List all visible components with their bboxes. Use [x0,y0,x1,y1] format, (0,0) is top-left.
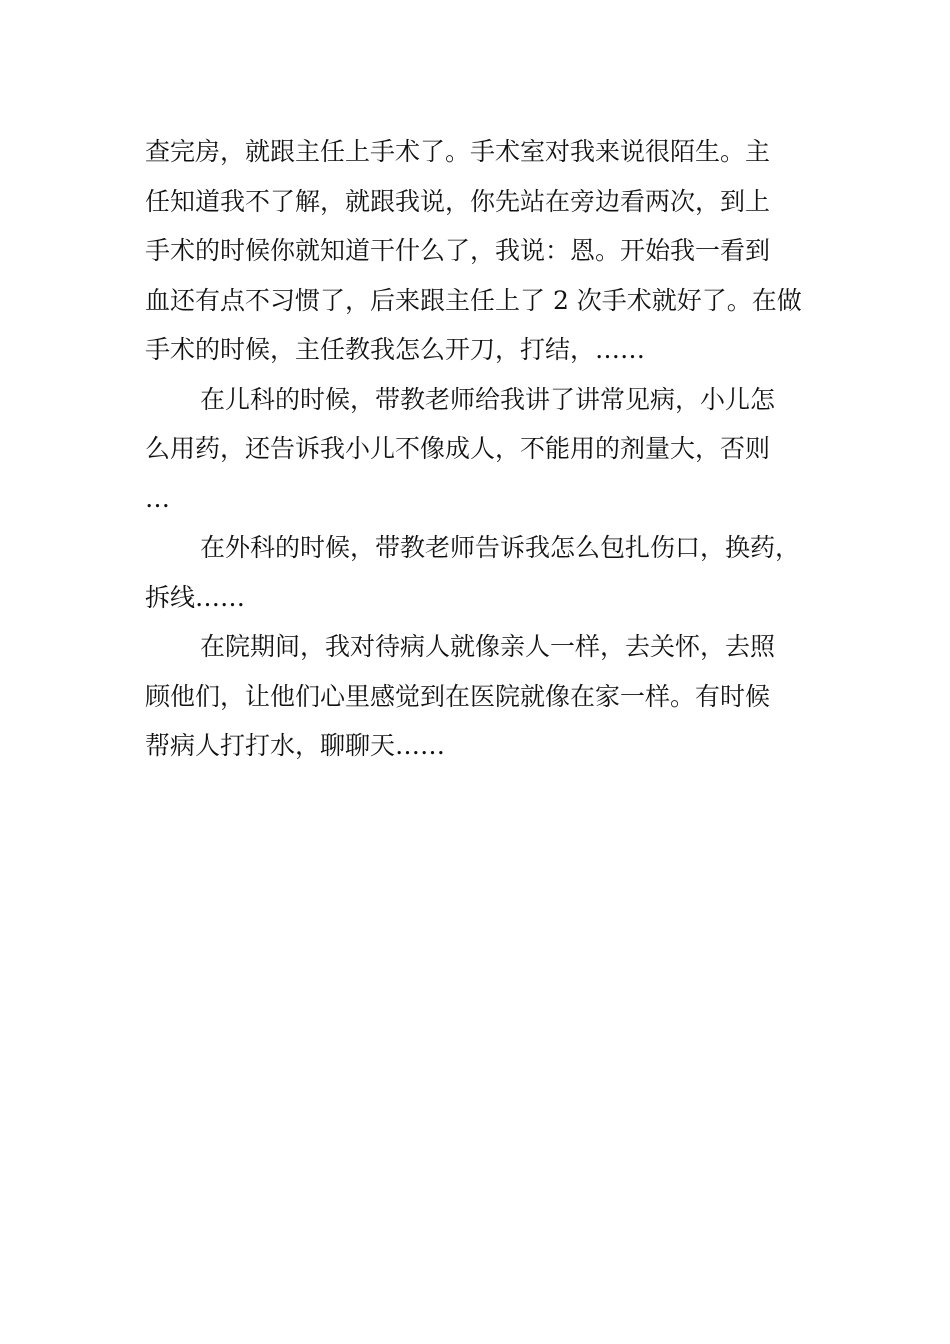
text-line: 在儿科的时候，带教老师给我讲了讲常见病，小儿怎 [200,384,776,414]
text-line: 在院期间，我对待病人就像亲人一样，去关怀，去照 [200,632,776,661]
text-line: 么用药，还告诉我小儿不像成人，不能用的剂量大，否则 [145,434,771,463]
text-line: 拆线…… [145,582,246,612]
paragraph-surgery [145,127,835,375]
paragraph-pediatrics [145,375,835,524]
text-line: … [145,483,170,513]
body-text [145,127,835,771]
text-line: 手术的时候你就知道干什么了，我说：恩。开始我一看到 [145,236,771,265]
text-line: 顾他们，让他们心里感觉到在医院就像在家一样。有时候 [145,681,771,711]
text-line: 血还有点不习惯了，后来跟主任上了 2 次手术就好了。在做 [145,285,802,315]
paragraph-external-surgery [145,523,835,622]
text-line: 帮病人打打水，聊聊天…… [145,731,446,760]
text-line: 手术的时候，主任教我怎么开刀，打结，…… [145,335,646,364]
paragraph-hospital-stay [145,622,835,771]
text-line: 任知道我不了解，就跟我说，你先站在旁边看两次，到上 [145,186,771,216]
text-line: 在外科的时候，带教老师告诉我怎么包扎伤口，换药， [200,533,801,562]
text-line: 查完房，就跟主任上手术了。手术室对我来说很陌生。主 [145,137,771,166]
